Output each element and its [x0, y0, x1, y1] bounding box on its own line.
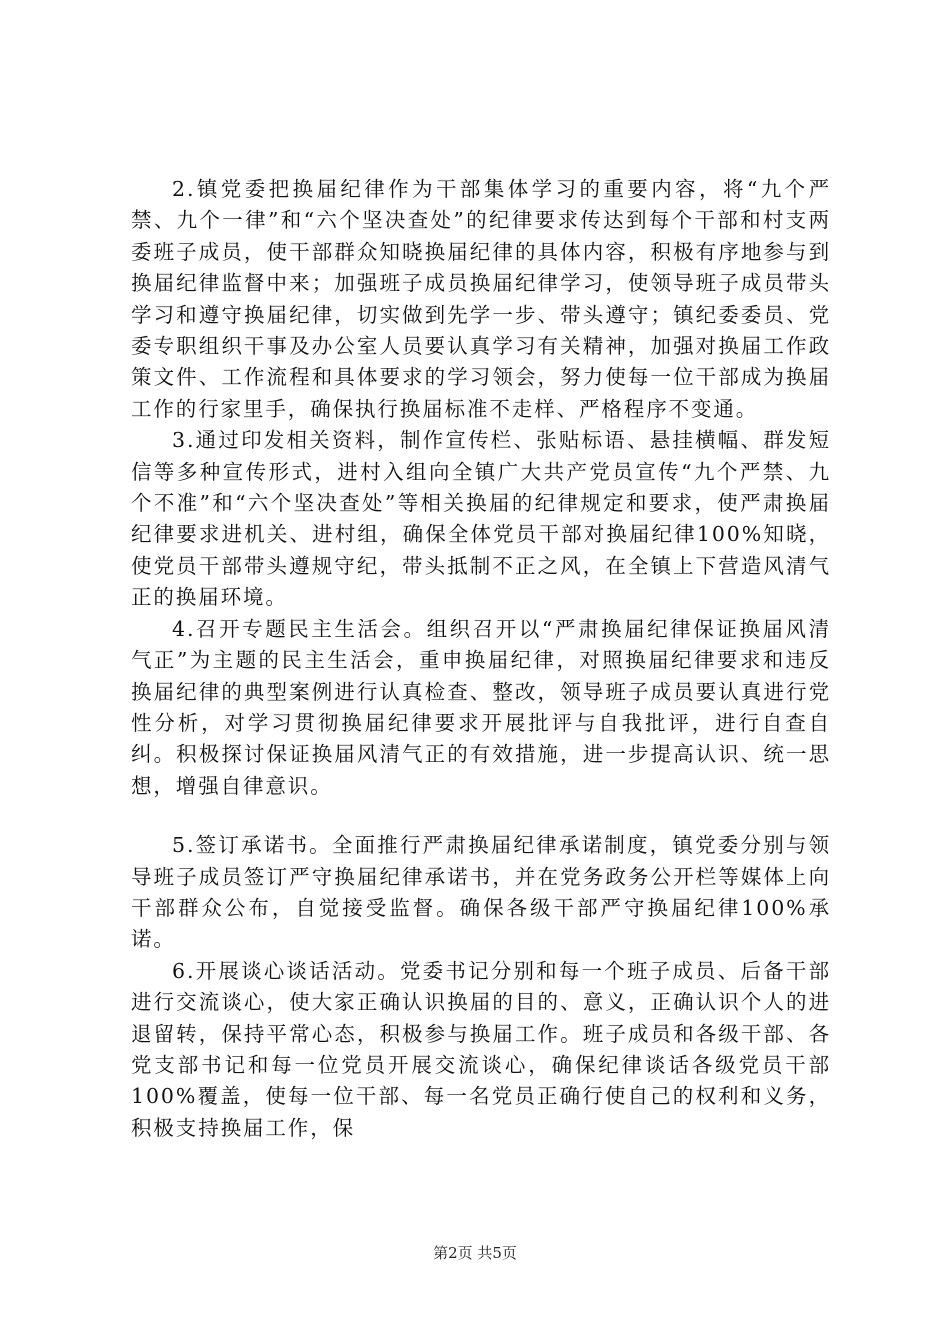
- paragraph-3: 3.通过印发相关资料，制作宣传栏、张贴标语、悬挂横幅、群发短信等多种宣传形式，进村入组向全镇广大共产党员宣传“九个严禁、九个不准”和“六个坚决查处”等相关换届的纪律规定和要求，使严肃换届纪律要求进机关、进村组，确保全体党员干部对换届纪律100%知晓，使党员干部带头遵规守纪，带头抵制不正之风，在全镇上下营造风清气正的换届环境。: [131, 428, 831, 610]
- paragraph-2: 2.镇党委把换届纪律作为干部集体学习的重要内容，将“九个严禁、九个一律”和“六个坚决查处”的纪律要求传达到每个干部和村支两委班子成员，使干部群众知晓换届纪律的具体内容，积极有序地参与到换届纪律监督中来；加强班子成员换届纪律学习，使领导班子成员带头学习和遵守换届纪律，切实做到先学一步、带头遵守；镇纪委委员、党委专职组织干事及办公室人员要认真学习有关精神，加强对换届工作政策文件、工作流程和具体要求的学习领会，努力使每一位干部成为换届工作的行家里手，确保执行换届标准不走样、严格程序不变通。: [131, 177, 831, 421]
- paragraph-5: 5.签订承诺书。全面推行严肃换届纪律承诺制度，镇党委分别与领导班子成员签订严守换届纪律承诺书，并在党务政务公开栏等媒体上向干部群众公布，自觉接受监督。确保各级干部严守换届纪律100%承诺。: [131, 833, 831, 952]
- paragraph-4: 4.召开专题民主生活会。组织召开以“严肃换届纪律保证换届风清气正”为主题的民主生活会，重申换届纪律，对照换届纪律要求和违反换届纪律的典型案例进行认真检查、整改，领导班子成员要认真进行党性分析，对学习贯彻换届纪律要求开展批评与自我批评，进行自查自纠。积极探讨保证换届风清气正的有效措施，进一步提高认识、统一思想，增强自律意识。: [131, 616, 831, 798]
- paragraph-6: 6.开展谈心谈话活动。党委书记分别和每一个班子成员、后备干部进行交流谈心，使大家正确认识换届的目的、意义，正确认识个人的进退留转，保持平常心态，积极参与换届工作。班子成员和各级干部、各党支部书记和每一位党员开展交流谈心，确保纪律谈话各级党员干部100%覆盖，使每一位干部、每一名党员正确行使自己的权利和义务，积极支持换届工作，保: [131, 958, 831, 1140]
- body-text: [131, 174, 831, 1144]
- page-number-footer: 第2页 共5页: [433, 1244, 517, 1262]
